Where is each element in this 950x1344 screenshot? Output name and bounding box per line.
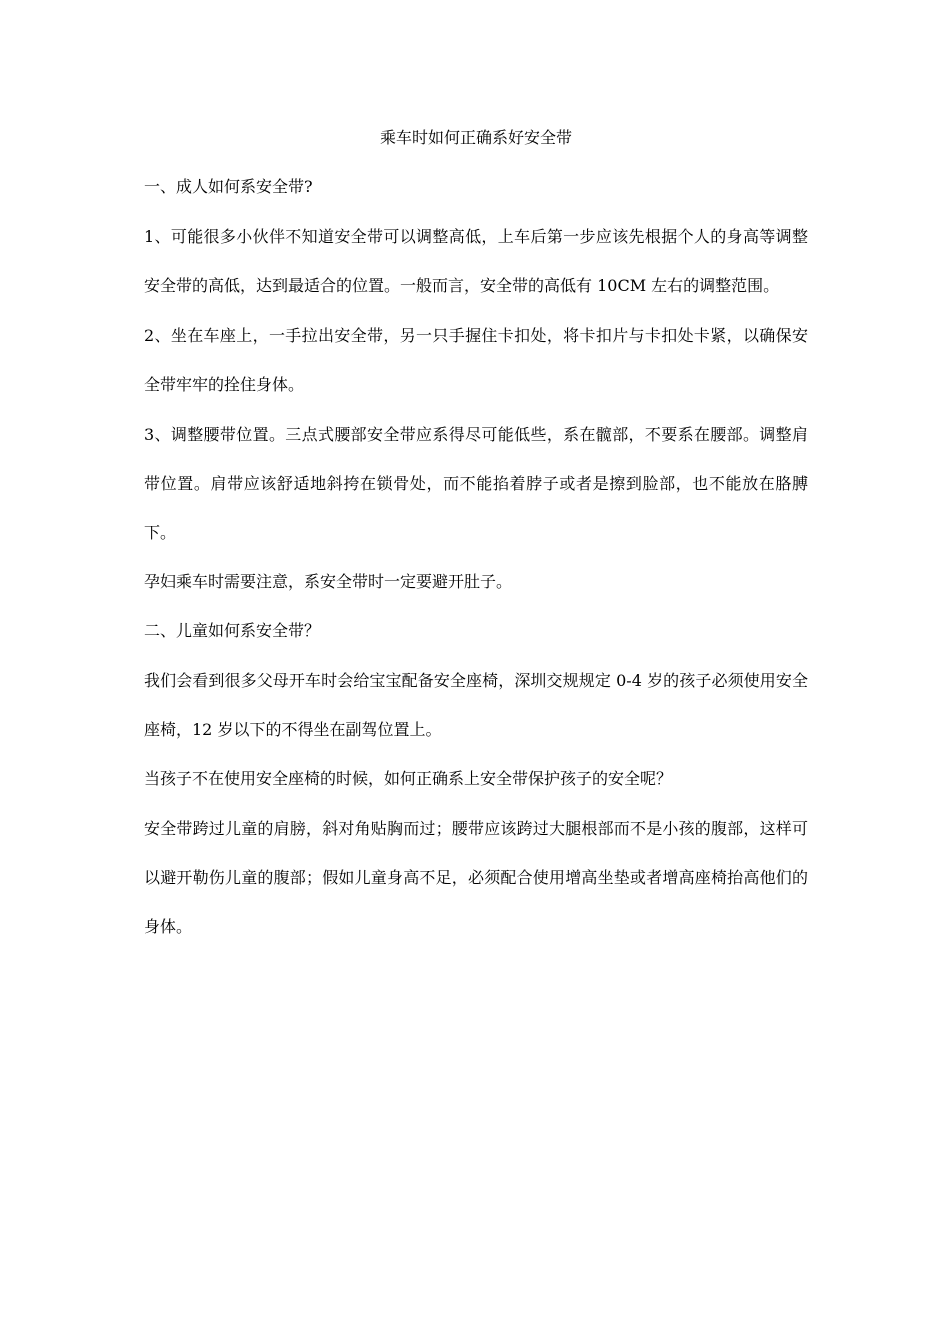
section-heading-children: 二、儿童如何系安全带？ <box>144 621 321 640</box>
paragraph-pregnant-note: 孕妇乘车时需要注意，系安全带时一定要避开肚子。 <box>144 572 513 591</box>
paragraph-child-seat: 我们会看到很多父母开车时会给宝宝配备安全座椅，深圳交规规定 0-4 岁的孩子必须使用安全座椅，12 岁以下的不得坐在副驾位置上。 <box>144 671 808 739</box>
document-title: 乘车时如何正确系好安全带 <box>379 128 572 147</box>
paragraph-question: 当孩子不在使用安全座椅的时候，如何正确系上安全带保护孩子的安全呢？ <box>144 769 673 788</box>
paragraph-step-1: 1、可能很多小伙伴不知道安全带可以调整高低，上车后第一步应该先根据个人的身高等调整安全带的高低，达到最适合的位置。一般而言，安全带的高低有 10CM 左右的调整范围。 <box>144 227 808 295</box>
paragraph-step-2: 2、坐在车座上，一手拉出安全带，另一只手握住卡扣处，将卡扣片与卡扣处卡紧，以确保安全带牢牢的拴住身体。 <box>144 326 808 394</box>
paragraph-child-belt: 安全带跨过儿童的肩膀，斜对角贴胸而过；腰带应该跨过大腿根部而不是小孩的腹部，这样可以避开勒伤儿童的腹部；假如儿童身高不足，必须配合使用增高坐垫或者增高座椅抬高他们的身体。 <box>144 819 808 936</box>
section-heading-adults: 一、成人如何系安全带? <box>144 177 313 196</box>
document-body <box>144 124 808 962</box>
paragraph-step-3: 3、调整腰带位置。三点式腰部安全带应系得尽可能低些，系在髋部，不要系在腰部。调整肩带位置。肩带应该舒适地斜挎在锁骨处，而不能掐着脖子或者是擦到脸部，也不能放在胳膊下。 <box>144 425 808 542</box>
